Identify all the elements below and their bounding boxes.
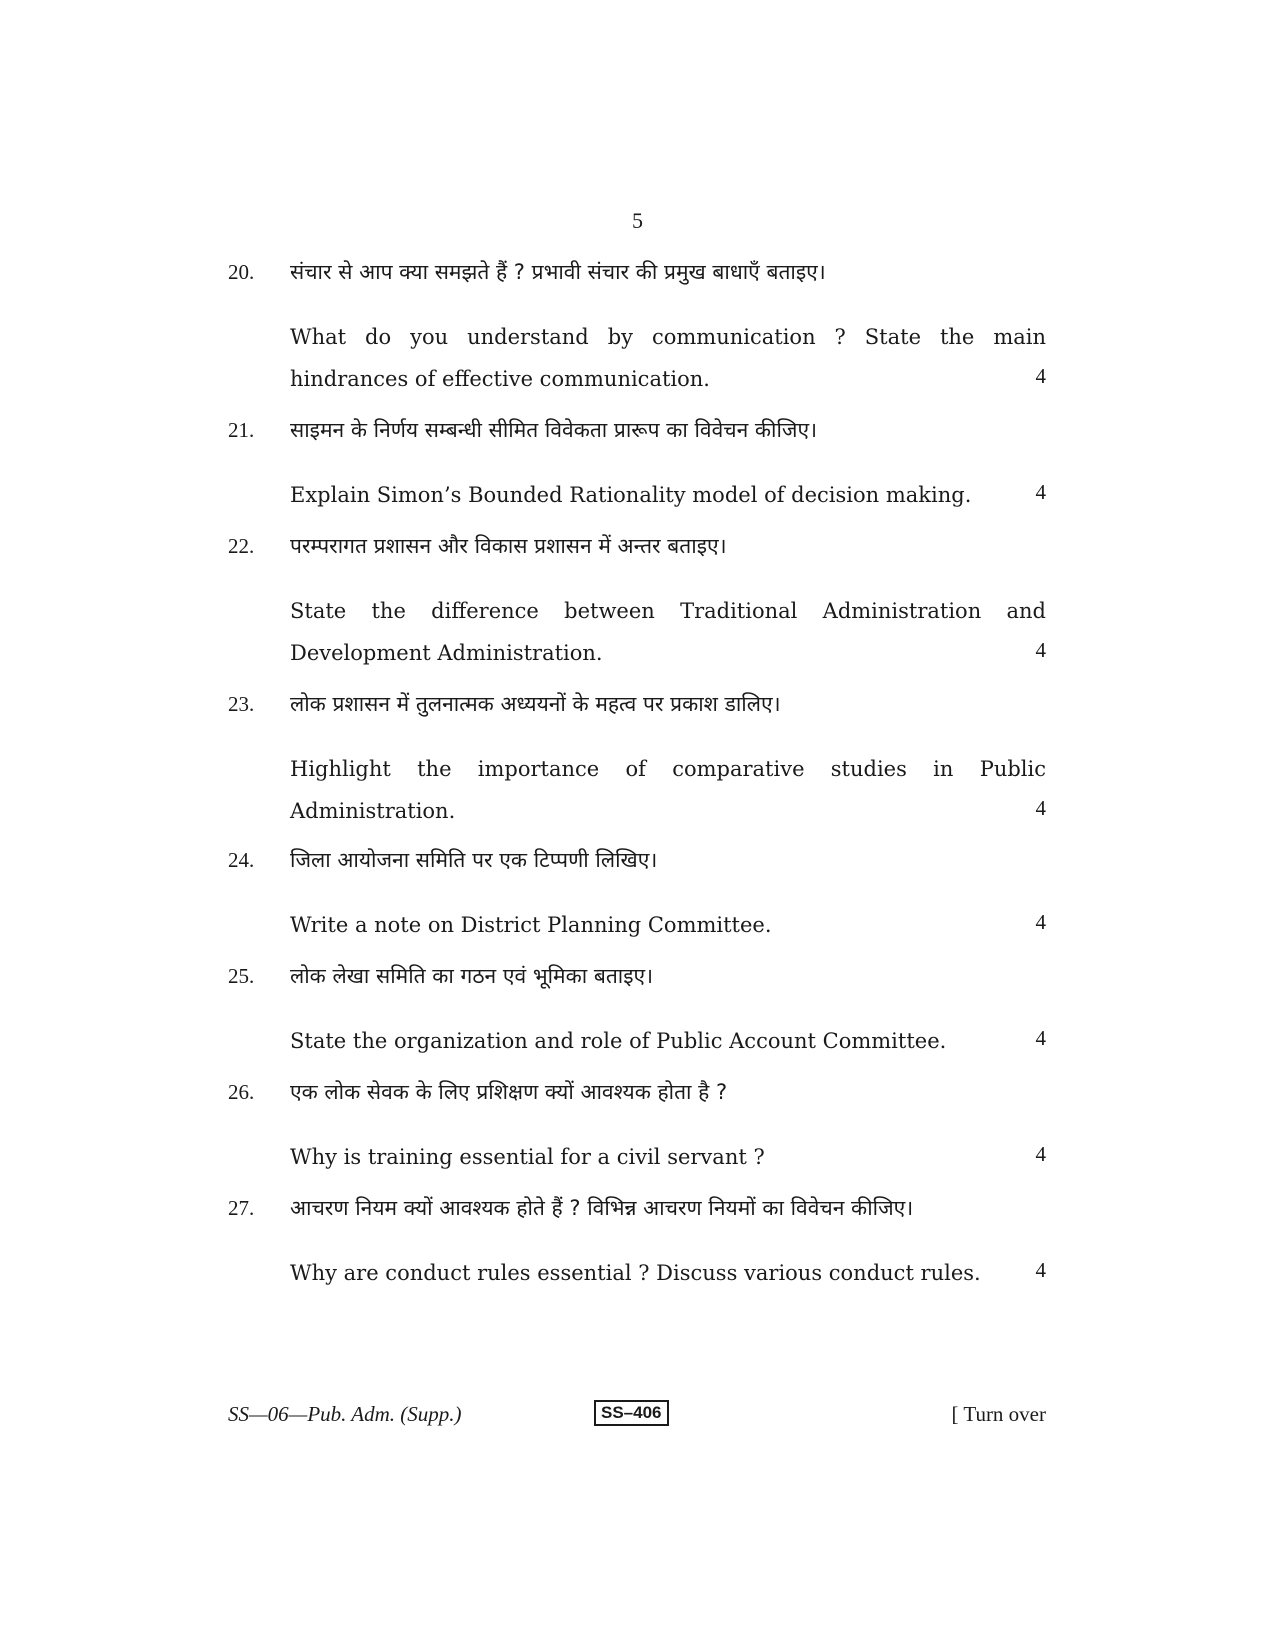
question-hindi-text: संचार से आप क्या समझते हैं ? प्रभावी संचार की प्रमुख बाधाएँ बताइए।: [290, 260, 826, 284]
english-line: Write a note on District Planning Committee.: [290, 913, 772, 937]
question-marks: 4: [1035, 480, 1046, 504]
question-hindi-text: परम्परागत प्रशासन और विकास प्रशासन में अन्तर बताइए।: [290, 534, 727, 558]
english-line: State the difference between Traditional Administration and: [290, 599, 1046, 623]
question-marks: 4: [1035, 638, 1046, 662]
question-english-text: [290, 316, 1046, 400]
page-footer: [228, 1400, 1046, 1430]
english-line: Why is training essential for a civil servant ?: [290, 1145, 765, 1169]
question-number: 25.: [228, 964, 255, 988]
english-line: Explain Simon’s Bounded Rationality model of decision making.: [290, 483, 972, 507]
question-26: [228, 1078, 1046, 1178]
question-marks: 4: [1035, 1258, 1046, 1282]
paper-reference: SS—06—Pub. Adm. (Supp.): [228, 1402, 462, 1426]
question-number: 20.: [228, 260, 255, 284]
english-line: hindrances of effective communication.: [290, 367, 710, 391]
question-number: 23.: [228, 692, 255, 716]
question-25: [228, 962, 1046, 1062]
question-english-text: [290, 1136, 1046, 1178]
question-marks: 4: [1035, 1026, 1046, 1050]
turn-over-note: [ Turn over: [951, 1402, 1046, 1426]
question-hindi-text: साइमन के निर्णय सम्बन्धी सीमित विवेकता प्रारूप का विवेचन कीजिए।: [290, 418, 818, 442]
question-number: 27.: [228, 1196, 255, 1220]
english-line: Development Administration.: [290, 641, 603, 665]
question-english-text: [290, 1020, 1046, 1062]
question-marks: 4: [1035, 910, 1046, 934]
english-line: Why are conduct rules essential ? Discuss various conduct rules.: [290, 1261, 981, 1285]
question-24: [228, 846, 1046, 946]
question-number: 22.: [228, 534, 255, 558]
question-hindi-text: एक लोक सेवक के लिए प्रशिक्षण क्यों आवश्यक होता है ?: [290, 1080, 728, 1104]
english-line: Highlight the importance of comparative studies in Public: [290, 757, 1046, 781]
question-english-text: [290, 904, 1046, 946]
question-27: [228, 1194, 1046, 1294]
question-number: 21.: [228, 418, 255, 442]
question-hindi-text: लोक लेखा समिति का गठन एवं भूमिका बताइए।: [290, 964, 654, 988]
question-english-text: [290, 590, 1046, 674]
question-number: 24.: [228, 848, 255, 872]
question-marks: 4: [1035, 1142, 1046, 1166]
question-marks: 4: [1035, 796, 1046, 820]
question-english-text: [290, 474, 1046, 516]
question-hindi-text: जिला आयोजना समिति पर एक टिप्पणी लिखिए।: [290, 848, 658, 872]
question-hindi-text: लोक प्रशासन में तुलनात्मक अध्ययनों के महत्व पर प्रकाश डालिए।: [290, 692, 781, 716]
question-hindi-text: आचरण नियम क्यों आवश्यक होते हैं ? विभिन्न आचरण नियमों का विवेचन कीजिए।: [290, 1196, 914, 1220]
question-english-text: [290, 748, 1046, 832]
question-21: [228, 416, 1046, 516]
page-number: 5: [632, 208, 643, 233]
english-line: Administration.: [290, 799, 456, 823]
english-line: State the organization and role of Public Account Committee.: [290, 1029, 947, 1053]
question-english-text: [290, 1252, 1046, 1294]
question-marks: 4: [1035, 364, 1046, 388]
paper-code-box: SS–406: [594, 1400, 669, 1426]
question-20: [228, 258, 1046, 398]
question-number: 26.: [228, 1080, 255, 1104]
question-22: [228, 532, 1046, 672]
question-23: [228, 690, 1046, 830]
english-line: What do you understand by communication ? State the main: [290, 325, 1046, 349]
